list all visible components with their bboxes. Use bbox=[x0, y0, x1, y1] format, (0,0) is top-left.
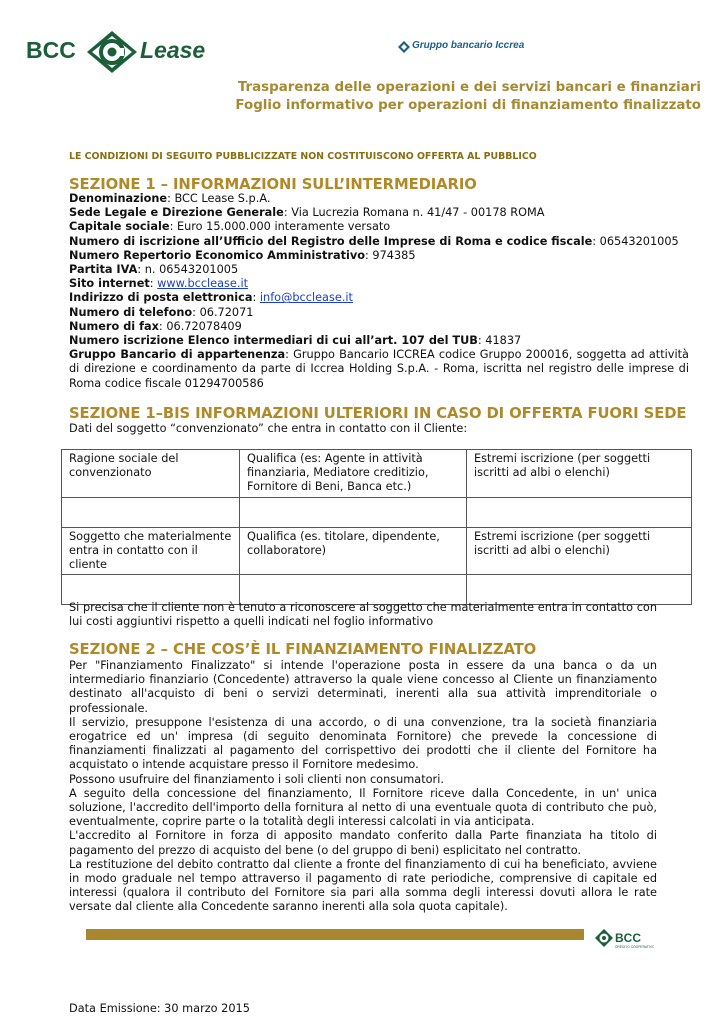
table-cell: Estremi iscrizione (per soggetti iscritti ad albi o elenchi) bbox=[467, 450, 692, 498]
table-row bbox=[62, 450, 692, 498]
table-cell-empty[interactable] bbox=[467, 497, 692, 527]
section2-body bbox=[69, 659, 657, 915]
paragraph: Il servizio, presuppone l'esistenza di una accordo, o di una convenzione, tra la società finanziaria erogatrice ed un' impresa (di seguito denominata Fornitore) che prevede la concessione di finanziamenti finalizzati al pagamento del corrispettivo dei prodotti che il cliente del Fornitore ha acquistato o intende acquistare presso il Fornitore medesimo. bbox=[69, 715, 657, 772]
footer-logo-subtext: CREDITO COOPERATIVO bbox=[615, 945, 654, 949]
group-logo-text: Gruppo bancario Iccrea bbox=[412, 40, 525, 51]
doc-title-line1: Trasparenza delle operazioni e dei servizi bancari e finanziari bbox=[237, 80, 701, 95]
paragraph: La restituzione del debito contratto dal cliente a fronte del finanziamento di cui ha beneficiato, avviene in modo graduale nel tempo attraverso il pagamento di rate periodiche, comprensive di capitale ed interessi (qualora il contributo del Fornitore sia pari alla somma degli interessi dovuti allora le rate versate dal cliente alla Concedente saranno inerenti alla sola quota capitale). bbox=[69, 857, 657, 914]
info-row: Capitale sociale: Euro 15.000.000 interamente versato bbox=[69, 220, 391, 234]
logo-lease-text: Lease bbox=[140, 37, 206, 63]
bcc-diamond-icon bbox=[86, 30, 138, 74]
info-row: Sede Legale e Direzione Generale: Via Lucrezia Romana n. 41/47 - 00178 ROMA bbox=[69, 206, 545, 220]
paragraph: L'accredito al Fornitore in forza di apposito mandato conferito dalla Parte finanziata ha titolo di pagamento del prezzo di acquisto del bene (o del gruppo di beni) esplicitato nel contratto. bbox=[69, 829, 657, 857]
footer-logo-text: BCC bbox=[615, 931, 641, 945]
table-cell: Estremi iscrizione (per soggetti iscritti ad albi o elenchi) bbox=[467, 527, 692, 575]
table-cell: Ragione sociale del convenzionato bbox=[62, 450, 240, 498]
table-cell-empty[interactable] bbox=[62, 497, 240, 527]
emission-date: Data Emissione: 30 marzo 2015 bbox=[69, 1002, 250, 1015]
info-row: Numero iscrizione Elenco intermediari di cui all’art. 107 del TUB: 41837 bbox=[69, 334, 522, 348]
info-row: Sito internet: www.bcclease.it bbox=[69, 277, 249, 291]
info-row: Indirizzo di posta elettronica: info@bcclease.it bbox=[69, 291, 353, 305]
intermediary-info bbox=[69, 192, 689, 391]
email-link[interactable]: info@bcclease.it bbox=[259, 291, 353, 305]
info-row: Numero di iscrizione all’Ufficio del Registro delle Imprese di Roma e codice fiscale: 06543201005 bbox=[69, 234, 679, 248]
bcc-lease-logo bbox=[26, 30, 216, 74]
table-cell: Qualifica (es: Agente in attività finanziaria, Mediatore creditizio, Fornitore di Beni, Banca etc.) bbox=[240, 450, 467, 498]
table-cell: Soggetto che materialmente entra in contatto con il cliente bbox=[62, 527, 240, 575]
footer-divider-bar bbox=[86, 929, 584, 940]
table-row bbox=[62, 527, 692, 575]
doc-title-line2: Foglio informativo per operazioni di finanziamento finalizzato bbox=[235, 98, 701, 113]
paragraph: A seguito della concessione del finanziamento, Il Fornitore riceve dalla Concedente, in un' unica soluzione, l'accredito dell'importo della fornitura al netto di una eventuale quota di contributo che può, eventualmente, coprire parte o la totalità degli interessi calcolati in via anticipata. bbox=[69, 786, 657, 829]
bcc-small-diamond-icon bbox=[594, 928, 654, 950]
section1-title: SEZIONE 1 – INFORMAZIONI SULL’INTERMEDIARIO bbox=[69, 176, 477, 193]
info-row: Gruppo Bancario di appartenenza: Gruppo Bancario ICCREA codice Gruppo 200016, soggetta ad attività di direzione e coordinamento da parte di Iccrea Holding S.p.A. - Roma, iscritta nel registro delle imprese di Roma codice fiscale 01294700586 bbox=[69, 348, 689, 390]
table-cell-empty[interactable] bbox=[240, 497, 467, 527]
bcc-footer-logo bbox=[594, 928, 654, 950]
info-row: Partita IVA: n. 06543201005 bbox=[69, 263, 239, 277]
table-row bbox=[62, 497, 692, 527]
website-link[interactable]: www.bcclease.it bbox=[157, 277, 249, 291]
convenzionato-table bbox=[61, 449, 692, 605]
iccrea-diamond-icon bbox=[398, 41, 410, 53]
table-cell: Qualifica (es. titolare, dipendente, collaboratore) bbox=[240, 527, 467, 575]
info-row: Numero Repertorio Economico Amministrativo: 974385 bbox=[69, 248, 416, 262]
paragraph: Per "Finanziamento Finalizzato" si intende l'operazione posta in essere da una banca o da un intermediario finanziario (Concedente) attraverso la quale viene concesso al Cliente un finanziamento destinato all'acquisto di beni o servizi determinati, inerenti alla sua attività imprenditoriale o professionale. bbox=[69, 659, 657, 715]
section1bis-note: Si precisa che il cliente non è tenuto a riconoscere al soggetto che materialmente entra in contatto con lui costi aggiuntivi rispetto a quelli indicati nel foglio informativo bbox=[69, 601, 657, 629]
section1bis-intro: Dati del soggetto “convenzionato” che entra in contatto con il Cliente: bbox=[69, 422, 468, 435]
paragraph: Possono usufruire del finanziamento i soli clienti non consumatori. bbox=[69, 772, 444, 786]
section2-title: SEZIONE 2 – CHE COS’È IL FINANZIAMENTO FINALIZZATO bbox=[69, 641, 537, 658]
section1bis-title: SEZIONE 1–BIS INFORMAZIONI ULTERIORI IN CASO DI OFFERTA FUORI SEDE bbox=[69, 405, 687, 422]
disclaimer: LE CONDIZIONI DI SEGUITO PUBBLICIZZATE NON COSTITUISCONO OFFERTA AL PUBBLICO bbox=[69, 151, 537, 162]
info-row: Numero di fax: 06.72078409 bbox=[69, 319, 242, 333]
info-row: Numero di telefono: 06.72071 bbox=[69, 305, 254, 319]
logo-bcc-text: BCC bbox=[26, 37, 76, 63]
info-row: Denominazione: BCC Lease S.p.A. bbox=[69, 192, 271, 205]
